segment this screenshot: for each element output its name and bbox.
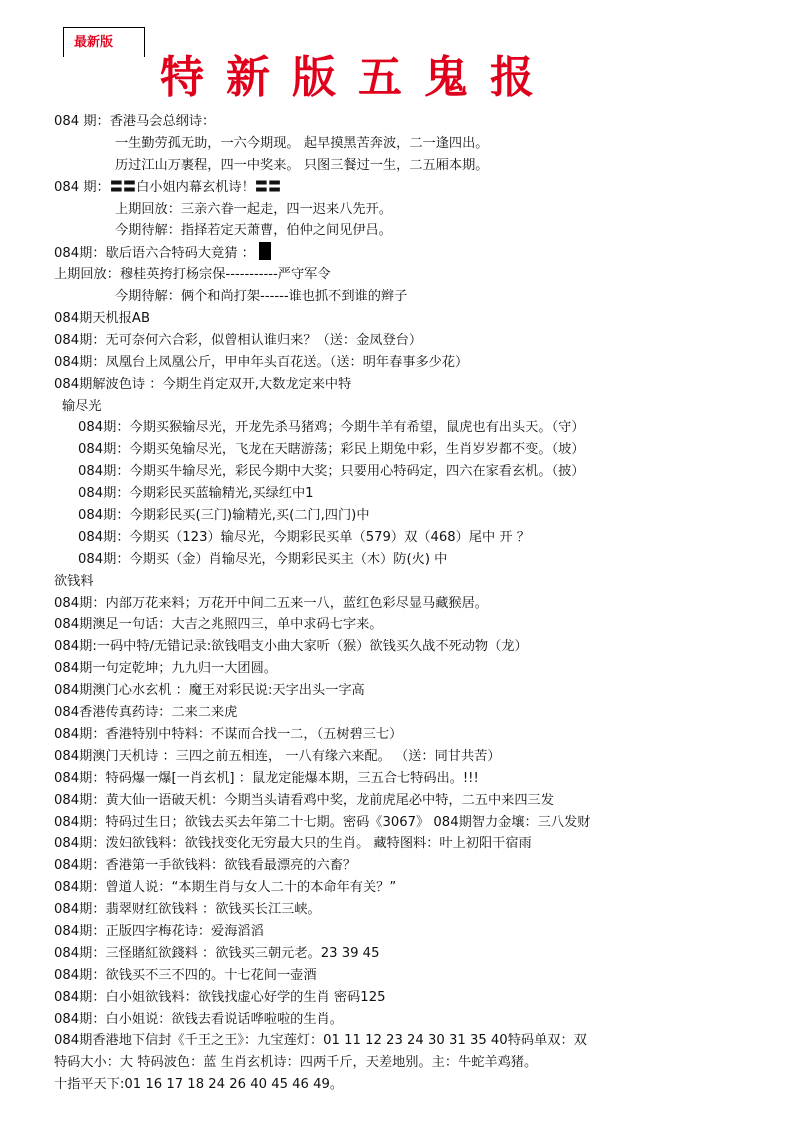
text-line bbox=[54, 614, 790, 636]
text-line-content: 084期：今期买猴输尽光，开龙先杀马猪鸡；今期牛羊有希望，鼠虎也有出头天。（守） bbox=[78, 420, 585, 436]
text-line bbox=[54, 155, 790, 177]
text-line-content: 输尽光 bbox=[62, 398, 102, 414]
text-line-content: 084期:一码中特/无错记录:欲钱唱支小曲大家听（猴）欲钱买久战不死动物（龙） bbox=[54, 639, 528, 655]
text-line-content: 一生勤劳孤无助，一六今期现。 起早摸黑苦奔波，二一逢四出。 bbox=[115, 135, 489, 151]
text-line bbox=[54, 199, 790, 221]
text-line-content: 084期：白小姐欲钱料：欲钱找虚心好学的生肖 密码125 bbox=[54, 989, 386, 1005]
text-line bbox=[54, 461, 790, 483]
text-line-content: 084 期：香港马会总纲诗： bbox=[54, 114, 216, 129]
text-line bbox=[54, 549, 790, 571]
text-line-content: 084期：今期买（金）肖输尽光，今期彩民买主（木）防(火) 中 bbox=[78, 551, 448, 567]
text-line-content: 084期：欲钱买不三不四的。十七花间一壶酒 bbox=[54, 967, 317, 983]
text-line bbox=[54, 483, 790, 505]
text-line-content: 084期解波色诗 ：今期生肖定双开,大数龙定来中特 bbox=[54, 376, 352, 392]
text-line bbox=[54, 636, 790, 658]
text-line bbox=[54, 308, 790, 330]
text-line-content: 084期：今期彩民买蓝输精光,买绿红中1 bbox=[78, 486, 314, 502]
text-line-content: 084期：三怪賭紅欲錢料 ：欲钱买三朝元老。23 39 45 bbox=[54, 945, 380, 961]
text-line bbox=[54, 1052, 790, 1074]
text-line-content: 084期：曾道人说：“本期生肖与女人二十的本命年有关？” bbox=[54, 880, 397, 896]
text-line bbox=[54, 417, 790, 439]
text-line-content: 084期：香港特别中特料：不谋而合找一二，（五树碧三七） bbox=[54, 726, 403, 742]
text-line bbox=[54, 505, 790, 527]
text-line bbox=[54, 855, 790, 877]
text-line-content: 084期：今期买（123）输尽光，今期彩民买单（579）双（468）尾中 开 ？ bbox=[78, 529, 530, 545]
text-line bbox=[54, 833, 790, 855]
text-line bbox=[54, 220, 790, 242]
text-line bbox=[54, 1074, 790, 1096]
text-line bbox=[54, 724, 790, 746]
text-line-content: 084期：白小姐说：欲钱去看说话哗啦啦的生肖。 bbox=[54, 1011, 343, 1027]
text-line bbox=[54, 1009, 790, 1031]
text-line-content: 084期香港地下信封《千王之王》：九宝莲灯：01 11 12 23 24 30 31 35 40特码单双：双 bbox=[54, 1033, 587, 1049]
text-line-content: 084期澳足一句话：大吉之兆照四三，单中求码七字来。 bbox=[54, 617, 383, 633]
text-line bbox=[54, 133, 790, 155]
text-line bbox=[54, 111, 790, 133]
text-line-content: 084香港传真药诗：二来二来虎 bbox=[54, 705, 238, 721]
edition-badge-label: 最新版 bbox=[74, 35, 114, 50]
text-line bbox=[54, 571, 790, 593]
text-line-content: 084期：今期彩民买(三门)输精光,买(二门,四门)中 bbox=[78, 508, 370, 524]
text-line bbox=[54, 965, 790, 987]
text-line-content: 上期回放：穆桂英挎打杨宗保-----------严守军令 bbox=[54, 267, 331, 283]
text-line-content: 084期：特码爆一爆[一肖玄机] ：鼠龙定能爆本期，三五合七特码出。!!! bbox=[54, 770, 479, 786]
text-line bbox=[54, 286, 790, 308]
text-line-content: 今期待解：指择若定天萧曹，伯仲之间见伊吕。 bbox=[115, 223, 392, 239]
text-line bbox=[54, 330, 790, 352]
text-line bbox=[54, 768, 790, 790]
text-line bbox=[54, 1030, 790, 1052]
text-line bbox=[54, 177, 790, 199]
edition-badge bbox=[63, 27, 145, 57]
answer-block bbox=[259, 242, 271, 260]
text-line bbox=[54, 987, 790, 1009]
text-line bbox=[54, 264, 790, 286]
text-line bbox=[54, 790, 790, 812]
text-line-content: 084期：特码过生日；欲钱去买去年第二十七期。密码《3067》 084期智力金壤：三八发财 bbox=[54, 814, 591, 830]
text-line bbox=[54, 680, 790, 702]
text-line bbox=[54, 242, 790, 264]
text-line-content: 084 期：〓〓白小姐内幕玄机诗！〓〓 bbox=[54, 179, 282, 195]
text-line-content: 084期：黄大仙一语破天机：今期当头请看鸡中奖，龙前虎尾必中特，二五中来四三发 bbox=[54, 792, 554, 808]
text-line-content: 084期：翡翠财红欲钱料 ：欲钱买长江三峡。 bbox=[54, 902, 321, 918]
text-line-content: 欲钱料 bbox=[54, 573, 94, 589]
text-line-content: 上期回放：三亲六眷一起走，四一迟来八先开。 bbox=[115, 201, 392, 217]
text-line bbox=[54, 921, 790, 943]
text-line-content: 084期：正版四字梅花诗：爱海滔滔 bbox=[54, 923, 264, 939]
text-line-content: 084期：香港第一手欲钱料：欲钱看最漂亮的六畜？ bbox=[54, 858, 357, 874]
text-line-content: 084期：歇后语六合特码大竟猜 ： bbox=[54, 246, 255, 262]
text-line-content: 历过江山万裹程，四一中奖来。 只图三餐过一生，二五厢本期。 bbox=[115, 157, 489, 173]
text-line-content: 084期一句定乾坤；九九归一大团圆。 bbox=[54, 661, 277, 677]
text-line-content: 今期待解：俩个和尚打架------谁也抓不到谁的辫子 bbox=[115, 289, 408, 305]
text-line bbox=[54, 746, 790, 768]
text-line bbox=[54, 702, 790, 724]
text-line bbox=[54, 593, 790, 615]
text-line bbox=[54, 396, 790, 418]
text-line bbox=[54, 374, 790, 396]
text-line bbox=[54, 439, 790, 461]
text-line bbox=[54, 658, 790, 680]
text-line-content: 084期天机报AB bbox=[54, 311, 150, 327]
text-line-content: 084期：无可奈何六合彩，似曾相认谁归来？（送：金凤登台） bbox=[54, 332, 423, 348]
text-line-content: 084期澳门天机诗 ：三四之前五相连， 一八有缘六来配。 （送：同甘共苦） bbox=[54, 748, 501, 764]
text-line bbox=[54, 812, 790, 834]
text-line bbox=[54, 877, 790, 899]
text-line-content: 084期：今期买牛输尽光，彩民今期中大奖；只要用心特码定，四六在家看玄机。（披） bbox=[78, 464, 585, 480]
text-line-content: 特码大小：大 特码波色：蓝 生肖玄机诗：四两千斤，天差地别。主：牛蛇羊鸡猪。 bbox=[54, 1055, 538, 1071]
text-line bbox=[54, 899, 790, 921]
page-title: 特新版五鬼报 bbox=[160, 52, 556, 103]
document-body bbox=[54, 111, 790, 1096]
text-line bbox=[54, 352, 790, 374]
text-line-content: 084期：内部万花来料；万花开中间二五来一八，蓝红色彩尽显马藏猴居。 bbox=[54, 595, 488, 611]
text-line bbox=[54, 943, 790, 965]
text-line-content: 084期：泼妇欲钱料：欲钱找变化无穷最大只的生肖。 藏特图料：叶上初阳干宿雨 bbox=[54, 836, 532, 852]
text-line-content: 084期澳门心水玄机 ：魔王对彩民说:天字出头一字高 bbox=[54, 683, 365, 699]
text-line-content: 084期：凤凰台上凤凰公斤，甲申年头百花送。（送：明年春事多少花） bbox=[54, 354, 469, 370]
text-line-content: 十指平天下:01 16 17 18 24 26 40 45 46 49。 bbox=[54, 1077, 344, 1093]
text-line-content: 084期：今期买兔输尽光，飞龙在天瞎游荡；彩民上期兔中彩，生肖岁岁都不变。（坡） bbox=[78, 442, 585, 458]
text-line bbox=[54, 527, 790, 549]
